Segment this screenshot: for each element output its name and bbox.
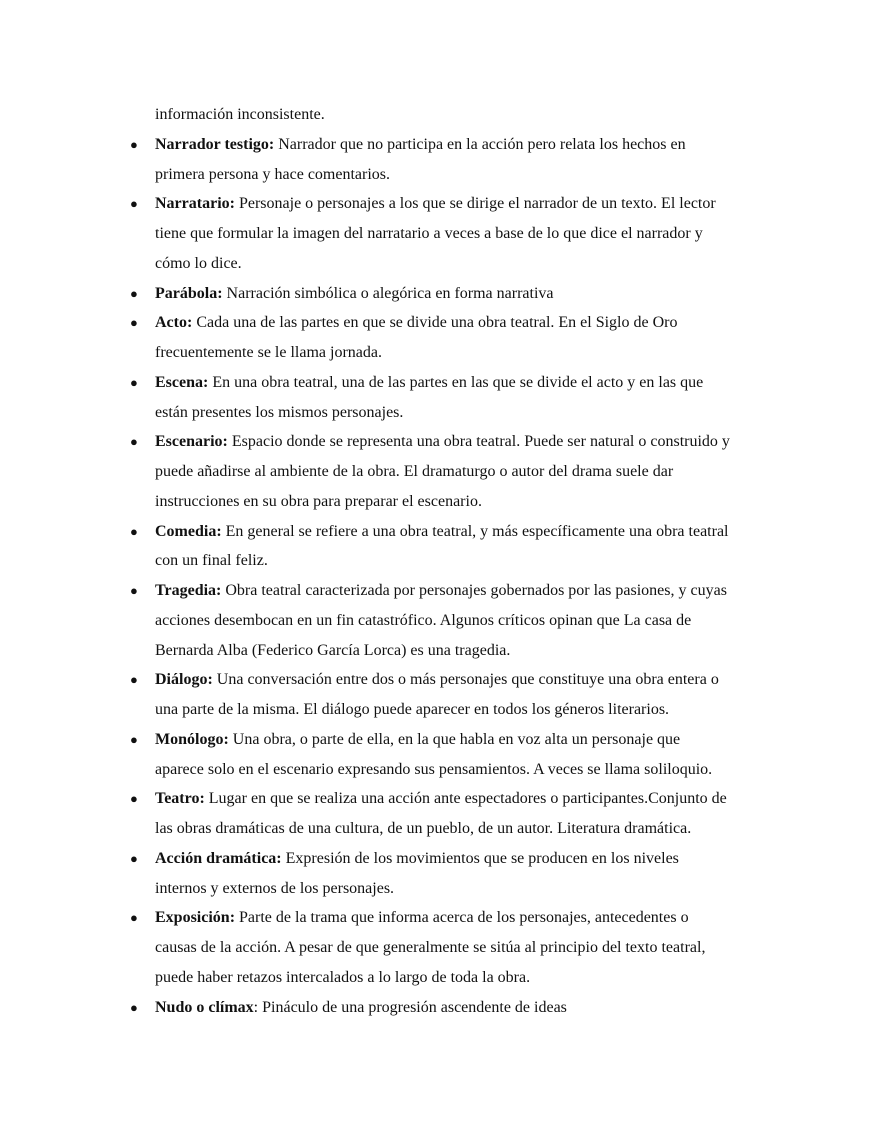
definition-line: [155, 279, 815, 309]
definition-text: acciones desembocan en un fin catastrófico. Algunos críticos opinan que La casa de: [155, 611, 692, 629]
glossary-item: [130, 665, 815, 725]
bullet-icon: ●: [130, 315, 138, 331]
definition-text: están presentes los mismos personajes.: [155, 403, 404, 421]
definition-line: [155, 755, 815, 785]
definition-text: cómo lo dice.: [155, 254, 242, 272]
definition-text: causas de la acción. A pesar de que generalmente se sitúa al principio del texto teatral,: [155, 939, 706, 956]
term: Escenario:: [155, 433, 228, 451]
glossary-list: [130, 130, 815, 1023]
definition-line: [155, 398, 815, 428]
definition-text: puede haber retazos intercalados a lo largo de toda la obra.: [155, 968, 531, 986]
definition-text: En una obra teatral, una de las partes en las que se divide el acto y en las que: [212, 373, 704, 391]
definition-text: En general se refiere a una obra teatral, y más específicamente una obra teatral: [225, 522, 729, 540]
definition-line: [155, 993, 815, 1023]
definition-line: [155, 814, 815, 844]
term: Acción dramática:: [155, 849, 282, 867]
definition-text: frecuentemente se le llama jornada.: [155, 344, 382, 361]
definition-line: [155, 665, 815, 695]
term: Narratario:: [155, 195, 235, 213]
glossary-item: [130, 725, 815, 785]
glossary-item: [130, 427, 815, 516]
definition-line: [155, 130, 815, 160]
bullet-icon: ●: [130, 285, 138, 301]
definition-line: [155, 249, 815, 279]
bullet-icon: ●: [130, 196, 138, 212]
definition-text: Una obra, o parte de ella, en la que habla en voz alta un personaje que: [232, 730, 681, 748]
bullet-icon: ●: [130, 434, 138, 450]
definition-text: Cada una de las partes en que se divide una obra teatral. En el Siglo de Oro: [196, 314, 678, 332]
term: Acto:: [155, 314, 193, 332]
glossary-item: [130, 308, 815, 368]
continuation-text: información inconsistente.: [155, 106, 325, 123]
definition-text: Narración simbólica o alegórica en forma narrativa: [226, 284, 554, 302]
bullet-icon: ●: [130, 374, 138, 390]
definition-text: internos y externos de los personajes.: [155, 879, 395, 897]
definition-text: Bernarda Alba (Federico García Lorca) es una tragedia.: [155, 641, 511, 659]
definition-text: una parte de la misma. El diálogo puede aparecer en todos los géneros literarios.: [155, 701, 670, 718]
definition-line: [155, 695, 815, 725]
definition-line: [155, 576, 815, 606]
definition-line: [155, 308, 815, 338]
term: Monólogo:: [155, 730, 229, 748]
definition-text: primera persona y hace comentarios.: [155, 165, 391, 183]
definition-text: Pináculo de una progresión ascendente de ideas: [262, 998, 567, 1016]
definition-line: [155, 903, 815, 933]
definition-line: [155, 457, 815, 487]
definition-text: Obra teatral caracterizada por personajes gobernados por las pasiones, y cuyas: [225, 582, 727, 599]
glossary-item: [130, 189, 815, 278]
bullet-icon: ●: [130, 850, 138, 866]
term: Exposición:: [155, 909, 236, 927]
definition-line: [155, 427, 815, 457]
term: Narrador testigo:: [155, 135, 275, 153]
definition-text: tiene que formular la imagen del narratario a veces a base de lo que dice el narrador y: [155, 225, 703, 242]
definition-line: [155, 487, 815, 517]
bullet-icon: ●: [130, 583, 138, 598]
definition-line: [155, 636, 815, 666]
definition-text: Expresión de los movimientos que se producen en los niveles: [285, 849, 679, 867]
definition-text: las obras dramáticas de una cultura, de un pueblo, de un autor. Literatura dramática.: [155, 820, 692, 837]
term: Comedia:: [155, 522, 222, 540]
definition-line: [155, 874, 815, 904]
glossary-item: [130, 368, 815, 428]
bullet-icon: ●: [130, 672, 138, 688]
definition-line: [155, 606, 815, 636]
definition-line: [155, 933, 815, 963]
definition-line: [155, 517, 815, 547]
glossary-item: [130, 130, 815, 190]
definition-line: [155, 784, 815, 814]
definition-line: [155, 963, 815, 993]
glossary-item: [130, 576, 815, 665]
glossary-item: [130, 844, 815, 904]
term: Diálogo:: [155, 671, 213, 689]
term: Teatro:: [155, 790, 205, 808]
term: Tragedia:: [155, 582, 222, 599]
definition-line: [155, 160, 815, 190]
glossary-item: [130, 279, 815, 309]
definition-line: [155, 368, 815, 398]
term: Nudo o clímax: [155, 998, 254, 1016]
definition-text: Narrador que no participa en la acción pero relata los hechos en: [278, 135, 686, 153]
definition-text: instrucciones en su obra para preparar el escenario.: [155, 492, 482, 510]
definition-text: Lugar en que se realiza una acción ante espectadores o participantes.Conjunto de: [208, 790, 727, 808]
definition-text: Una conversación entre dos o más personajes que constituye una obra entera o: [216, 671, 719, 689]
definition-text: con un final feliz.: [155, 552, 268, 570]
bullet-icon: ●: [130, 999, 138, 1015]
bullet-icon: ●: [130, 731, 138, 747]
bullet-icon: ●: [130, 791, 138, 807]
definition-text: Parte de la trama que informa acerca de los personajes, antecedentes o: [239, 909, 689, 927]
definition-line: [155, 189, 815, 219]
glossary-item: [130, 903, 815, 992]
definition-text: Personaje o personajes a los que se dirige el narrador de un texto. El lector: [238, 195, 716, 213]
bullet-icon: ●: [130, 136, 138, 152]
bullet-icon: ●: [130, 910, 138, 926]
definition-line: [155, 219, 815, 249]
definition-line: [155, 338, 815, 368]
definition-text: Espacio donde se representa una obra teatral. Puede ser natural o construido y: [231, 433, 730, 451]
definition-text: puede añadirse al ambiente de la obra. El dramaturgo o autor del drama suele dar: [155, 463, 674, 480]
definition-line: [155, 844, 815, 874]
definition-line: [155, 725, 815, 755]
definition-text: aparece solo en el escenario expresando sus pensamientos. A veces se llama soliloquio.: [155, 760, 713, 778]
glossary-document: [130, 100, 815, 1022]
glossary-item: [130, 517, 815, 577]
bullet-icon: ●: [130, 523, 138, 539]
term-separator: :: [253, 998, 259, 1016]
glossary-item: [130, 784, 815, 844]
definition-line: [155, 546, 815, 576]
glossary-item: [130, 993, 815, 1023]
term: Parábola:: [155, 284, 223, 302]
term: Escena:: [155, 373, 209, 391]
